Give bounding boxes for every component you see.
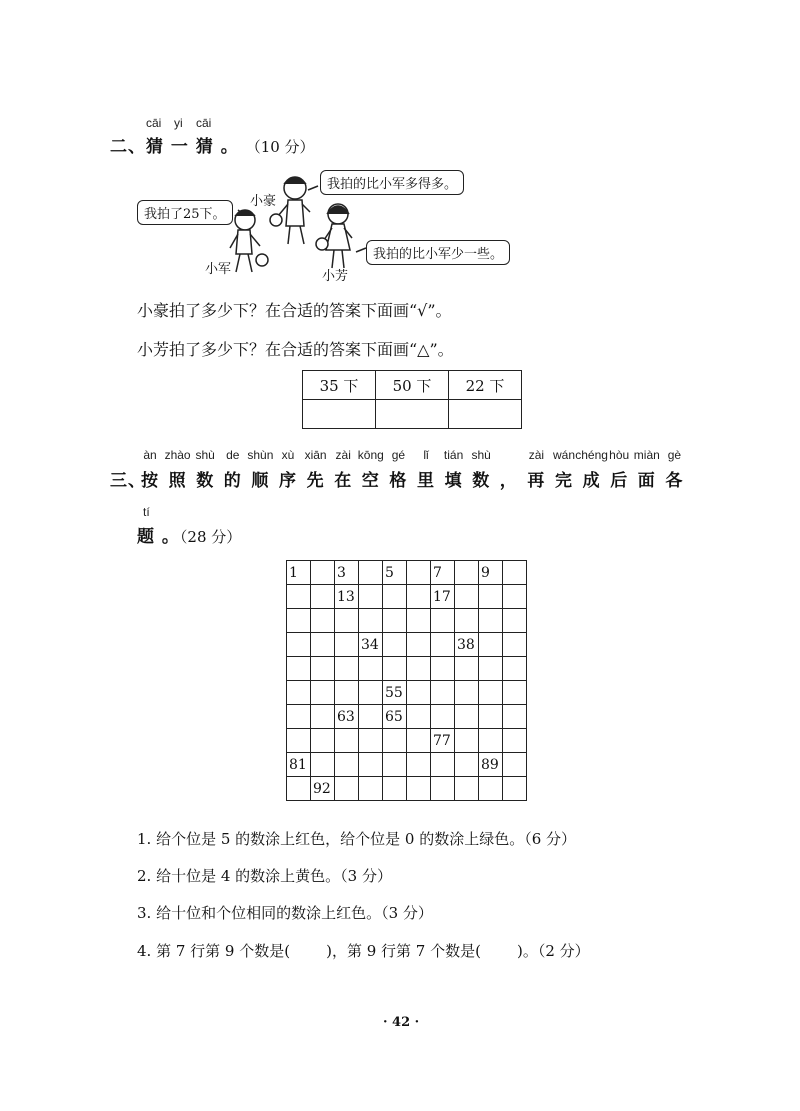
grid-cell: 9 <box>479 561 503 585</box>
section3-char: 先 <box>306 471 325 491</box>
section3-pinyin: zhào <box>164 448 191 462</box>
section3-pinyin: zài <box>335 448 351 462</box>
grid-cell[interactable] <box>311 705 335 729</box>
section2-score: （10 分） <box>245 138 315 156</box>
section3-pinyin: shù <box>195 448 215 462</box>
answer-table <box>302 370 522 429</box>
section3-char: 后 <box>610 471 629 491</box>
grid-cell[interactable] <box>287 777 311 801</box>
grid-cell[interactable] <box>431 633 455 657</box>
grid-cell[interactable] <box>407 777 431 801</box>
grid-cell[interactable] <box>431 657 455 681</box>
grid-cell[interactable] <box>431 777 455 801</box>
question-xiaofang: 小芳拍了多少下？在合适的答案下面画“△”。 <box>137 340 454 359</box>
grid-cell[interactable] <box>479 681 503 705</box>
section3-pinyin: wán <box>552 448 575 462</box>
section3-char: 成 <box>582 471 601 491</box>
grid-cell[interactable] <box>455 777 479 801</box>
grid-cell[interactable] <box>311 729 335 753</box>
grid-cell[interactable] <box>335 657 359 681</box>
mark-cell-35[interactable] <box>303 400 376 429</box>
grid-row <box>287 633 527 657</box>
section3-pinyin: de <box>226 448 240 462</box>
grid-cell[interactable] <box>359 729 383 753</box>
grid-cell[interactable] <box>383 657 407 681</box>
section3-tail: 。 <box>161 527 180 547</box>
grid-cell[interactable] <box>479 705 503 729</box>
grid-cell[interactable] <box>407 657 431 681</box>
section3-char: 的 <box>223 471 242 491</box>
grid-cell[interactable] <box>431 609 455 633</box>
pinyin-yi: yi <box>174 116 183 130</box>
section3-pinyin: xù <box>281 448 295 462</box>
grid-cell[interactable] <box>335 777 359 801</box>
grid-cell[interactable] <box>455 585 479 609</box>
section3-pinyin: gè <box>667 448 682 462</box>
grid-cell[interactable] <box>503 729 527 753</box>
section2-heading <box>110 132 315 157</box>
grid-cell[interactable] <box>311 753 335 777</box>
grid-cell[interactable] <box>383 753 407 777</box>
grid-cell[interactable] <box>479 657 503 681</box>
grid-cell[interactable] <box>479 585 503 609</box>
section3-pinyin: àn <box>143 448 157 462</box>
grid-cell[interactable] <box>359 609 383 633</box>
section3-pinyin: chéng <box>575 448 608 462</box>
section3-char: 填 <box>444 471 463 491</box>
grid-cell[interactable] <box>311 657 335 681</box>
grid-row <box>287 561 527 585</box>
grid-cell[interactable] <box>359 657 383 681</box>
section2-number: 二、 <box>110 137 146 157</box>
grid-cell: 17 <box>431 585 455 609</box>
section3-char: 完 <box>555 471 573 491</box>
grid-cell[interactable] <box>383 729 407 753</box>
grid-cell[interactable] <box>311 585 335 609</box>
grid-cell[interactable] <box>407 729 431 753</box>
grid-row <box>287 705 527 729</box>
grid-cell[interactable] <box>407 681 431 705</box>
grid-row <box>287 657 527 681</box>
grid-cell[interactable] <box>503 777 527 801</box>
section3-char: ， <box>499 471 518 491</box>
section3-pinyin: zài <box>528 448 545 462</box>
section3-pinyin: shù <box>471 448 491 462</box>
grid-cell[interactable] <box>407 585 431 609</box>
task-4-part-a: 4. 第 7 行第 9 个数是( <box>137 942 291 960</box>
grid-cell: 77 <box>431 729 455 753</box>
section3-pinyin: xiān <box>304 448 327 462</box>
grid-cell[interactable] <box>311 681 335 705</box>
section3-char: 空 <box>361 471 380 491</box>
grid-cell[interactable] <box>479 729 503 753</box>
section3-char: 再 <box>527 471 546 491</box>
grid-cell[interactable] <box>503 657 527 681</box>
grid-cell[interactable] <box>455 609 479 633</box>
section3-char: 里 <box>417 471 435 491</box>
grid-cell[interactable] <box>287 681 311 705</box>
grid-cell: 55 <box>383 681 407 705</box>
grid-cell[interactable] <box>335 681 359 705</box>
bubble-xiaohao: 我拍的比小军多得多。 <box>320 170 464 195</box>
pinyin-cai-2: cāi <box>196 116 212 130</box>
bubble-xiaofang: 我拍的比小军少一些。 <box>366 240 510 265</box>
grid-cell[interactable] <box>503 753 527 777</box>
grid-cell[interactable] <box>479 777 503 801</box>
grid-cell[interactable] <box>479 633 503 657</box>
grid-cell[interactable] <box>335 753 359 777</box>
grid-cell: 3 <box>335 561 359 585</box>
section3-pinyin: hòu <box>609 448 630 462</box>
section3-char: 数 <box>472 471 491 491</box>
grid-cell[interactable] <box>503 705 527 729</box>
section2-char-3: 猜 <box>195 137 214 157</box>
grid-cell[interactable] <box>455 753 479 777</box>
grid-cell[interactable] <box>455 729 479 753</box>
number-grid <box>286 560 527 801</box>
grid-cell[interactable] <box>479 609 503 633</box>
grid-cell: 7 <box>431 561 455 585</box>
question-xiaohao: 小豪拍了多少下？在合适的答案下面画“√”。 <box>137 301 452 320</box>
section3-char: 格 <box>389 471 408 491</box>
grid-cell[interactable] <box>335 729 359 753</box>
section3-char: 按 <box>141 471 159 491</box>
option-35: 35 下 <box>303 371 376 400</box>
grid-cell[interactable] <box>383 777 407 801</box>
section2-char-1: 猜 <box>146 137 164 157</box>
grid-cell[interactable] <box>359 777 383 801</box>
section3-char: 序 <box>279 471 297 491</box>
grid-row <box>287 681 527 705</box>
section3-char: 照 <box>168 471 187 491</box>
pinyin-ti: tí <box>143 505 150 519</box>
section3-pinyin: tián <box>443 448 464 462</box>
grid-cell: 89 <box>479 753 503 777</box>
section2-tail: 。 <box>220 137 239 157</box>
grid-cell[interactable] <box>359 561 383 585</box>
section3-pinyin: miàn <box>633 448 660 462</box>
grid-cell[interactable] <box>431 681 455 705</box>
mark-cell-50[interactable] <box>376 400 449 429</box>
pinyin-cai-1: cāi <box>146 116 162 130</box>
grid-cell[interactable] <box>287 633 311 657</box>
grid-cell[interactable] <box>287 609 311 633</box>
grid-cell[interactable] <box>383 633 407 657</box>
section3-pinyin: gé <box>391 448 406 462</box>
grid-cell[interactable] <box>383 585 407 609</box>
section3-pinyin: kōng <box>357 448 384 462</box>
grid-cell[interactable] <box>455 681 479 705</box>
grid-row <box>287 753 527 777</box>
grid-cell: 81 <box>287 753 311 777</box>
grid-row <box>287 585 527 609</box>
name-xiaojun: 小军 <box>205 262 232 277</box>
grid-cell[interactable] <box>503 681 527 705</box>
name-xiaohao: 小豪 <box>250 194 277 209</box>
section3-char: 各 <box>665 471 684 491</box>
section3-number: 三、 <box>110 471 146 491</box>
grid-cell[interactable] <box>503 585 527 609</box>
grid-cell[interactable] <box>503 561 527 585</box>
grid-cell[interactable] <box>287 585 311 609</box>
grid-cell[interactable] <box>431 705 455 729</box>
section3-heading-line2 <box>137 522 241 547</box>
grid-cell: 65 <box>383 705 407 729</box>
grid-row <box>287 609 527 633</box>
grid-cell: 1 <box>287 561 311 585</box>
grid-cell[interactable] <box>455 705 479 729</box>
section3-char-ti: 题 <box>137 527 155 547</box>
grid-cell[interactable] <box>287 729 311 753</box>
grid-cell[interactable] <box>359 681 383 705</box>
grid-cell[interactable] <box>407 561 431 585</box>
section3-score: （28 分） <box>179 528 242 546</box>
section2-char-2: 一 <box>170 137 189 157</box>
bubble-xiaojun: 我拍了25下。 <box>137 200 233 225</box>
mark-cell-22[interactable] <box>449 400 522 429</box>
section3-pinyin: lǐ <box>423 448 429 462</box>
section3-char: 顺 <box>251 471 270 491</box>
grid-cell: 38 <box>455 633 479 657</box>
grid-cell[interactable] <box>455 561 479 585</box>
task-4-part-b: )，第 9 行第 7 个数是( <box>326 942 481 960</box>
task-3: 3. 给十位和个位相同的数涂上红色。（3 分） <box>137 904 433 922</box>
grid-cell: 92 <box>311 777 335 801</box>
section3-char: 数 <box>196 471 215 491</box>
grid-cell[interactable] <box>359 585 383 609</box>
page-number: · 42 · <box>383 1015 420 1030</box>
section3-pinyin: shùn <box>247 448 274 462</box>
task-1: 1. 给个位是 5 的数涂上红色，给个位是 0 的数涂上绿色。（6 分） <box>137 830 577 848</box>
task-4-part-c: )。（2 分） <box>516 942 590 960</box>
grid-cell: 13 <box>335 585 359 609</box>
option-50: 50 下 <box>376 371 449 400</box>
grid-cell[interactable] <box>359 753 383 777</box>
grid-cell: 63 <box>335 705 359 729</box>
grid-cell: 5 <box>383 561 407 585</box>
grid-row <box>287 729 527 753</box>
name-xiaofang: 小芳 <box>322 269 349 284</box>
grid-cell[interactable] <box>335 609 359 633</box>
task-2: 2. 给十位是 4 的数涂上黄色。（3 分） <box>137 867 392 885</box>
grid-cell[interactable] <box>383 609 407 633</box>
grid-cell[interactable] <box>335 633 359 657</box>
grid-cell[interactable] <box>407 609 431 633</box>
grid-cell: 34 <box>359 633 383 657</box>
grid-cell[interactable] <box>407 705 431 729</box>
grid-cell[interactable] <box>311 561 335 585</box>
grid-cell[interactable] <box>311 609 335 633</box>
section3-char: 在 <box>334 471 353 491</box>
grid-cell[interactable] <box>407 753 431 777</box>
grid-row <box>287 777 527 801</box>
section3-char: 面 <box>637 471 656 491</box>
grid-cell[interactable] <box>407 633 431 657</box>
grid-cell[interactable] <box>503 633 527 657</box>
option-22: 22 下 <box>449 371 522 400</box>
grid-cell[interactable] <box>359 705 383 729</box>
grid-cell[interactable] <box>311 633 335 657</box>
grid-cell[interactable] <box>431 753 455 777</box>
grid-cell[interactable] <box>287 657 311 681</box>
grid-cell[interactable] <box>287 705 311 729</box>
grid-cell[interactable] <box>455 657 479 681</box>
grid-cell[interactable] <box>503 609 527 633</box>
task-4 <box>137 940 590 961</box>
